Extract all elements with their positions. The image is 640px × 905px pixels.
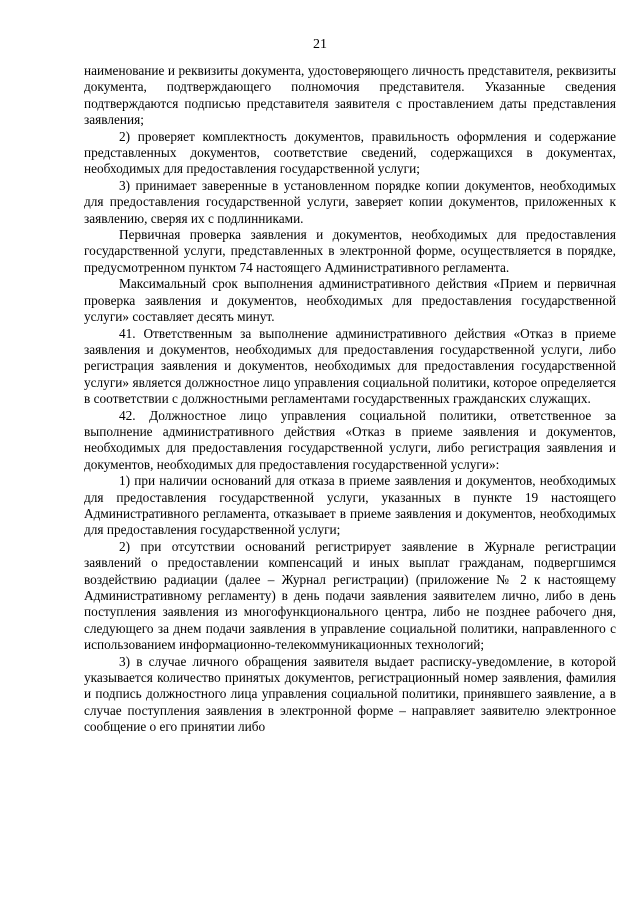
page-number: 21 (313, 37, 327, 52)
paragraph-42-item-3: 3) в случае личного обращения заявителя выдает расписку-уведомление, в которой указывается количество принятых документов, регистрационный номер заявления, фамилия и подпись должностного лица управления социальной политики, принявшего заявление, а в случае поступления заявления в электронной форме – направляет заявителю электронное сообщение о его принятии либо (84, 653, 616, 735)
paragraph-4: Первичная проверка заявления и документов, необходимых для предоставления государственной услуги, представленных в электронной форме, осуществляется в порядке, предусмотренном пунктом 74 настоящего Административного регламента. (84, 227, 616, 275)
paragraph-41: 41. Ответственным за выполнение административного действия «Отказ в приеме заявления и документов, необходимых для предоставления государственной услуги, либо регистрация заявления и документов, необходимых для предоставления государственной услуги» является должностное лицо управления социальной политики, которое определяется в соответствии с должностными регламентами государственных гражданских служащих. (84, 325, 616, 407)
paragraph-42: 42. Должностное лицо управления социальной политики, ответственное за выполнение административного действия «Отказ в приеме заявления и документов, необходимых для предоставления государственной услуги, либо регистрация заявления и документов, необходимых для предоставления государственной услуги»: (84, 407, 616, 472)
paragraph-42-item-1: 1) при наличии оснований для отказа в приеме заявления и документов, необходимых для предоставления государственной услуги, указанных в пункте 19 настоящего Административного регламента, отказывает в приеме заявления и документов, необходимых для предоставления государственной услуги; (84, 473, 616, 538)
paragraph-5: Максимальный срок выполнения административного действия «Прием и первичная проверка заявления и документов, необходимых для предоставления государственной услуги» составляет десять минут. (84, 276, 616, 325)
document-body (84, 63, 616, 736)
paragraph-3: 3) принимает заверенные в установленном порядке копии документов, необходимых для предоставления государственной услуги, заверяет копии документов, приложенных к заявлению, сверяя их с подлинниками. (84, 177, 616, 226)
paragraph-42-item-2: 2) при отсутствии оснований регистрирует заявление в Журнале регистрации заявлений о предоставлении компенсаций и иных выплат гражданам, подвергшимся воздействию радиации (далее – Журнал регистрации) (приложение № 2 к настоящему Административному регламенту) в день подачи заявления заявителем лично, либо в день поступления заявления из многофункционального центра, либо не позднее рабочего дня, следующего за днем подачи заявления в управление социальной политики, направленного с использованием информационно-телекоммуникационных технологий; (84, 538, 616, 653)
paragraph-2: 2) проверяет комплектность документов, правильность оформления и содержание представленных документов, соответствие сведений, содержащихся в документах, необходимых для предоставления государственной услуги; (84, 128, 616, 177)
paragraph-1: наименование и реквизиты документа, удостоверяющего личность представителя, реквизиты документа, подтверждающего полномочия представителя. Указанные сведения подтверждаются подписью представителя заявителя с проставлением даты представления заявления; (84, 63, 616, 128)
